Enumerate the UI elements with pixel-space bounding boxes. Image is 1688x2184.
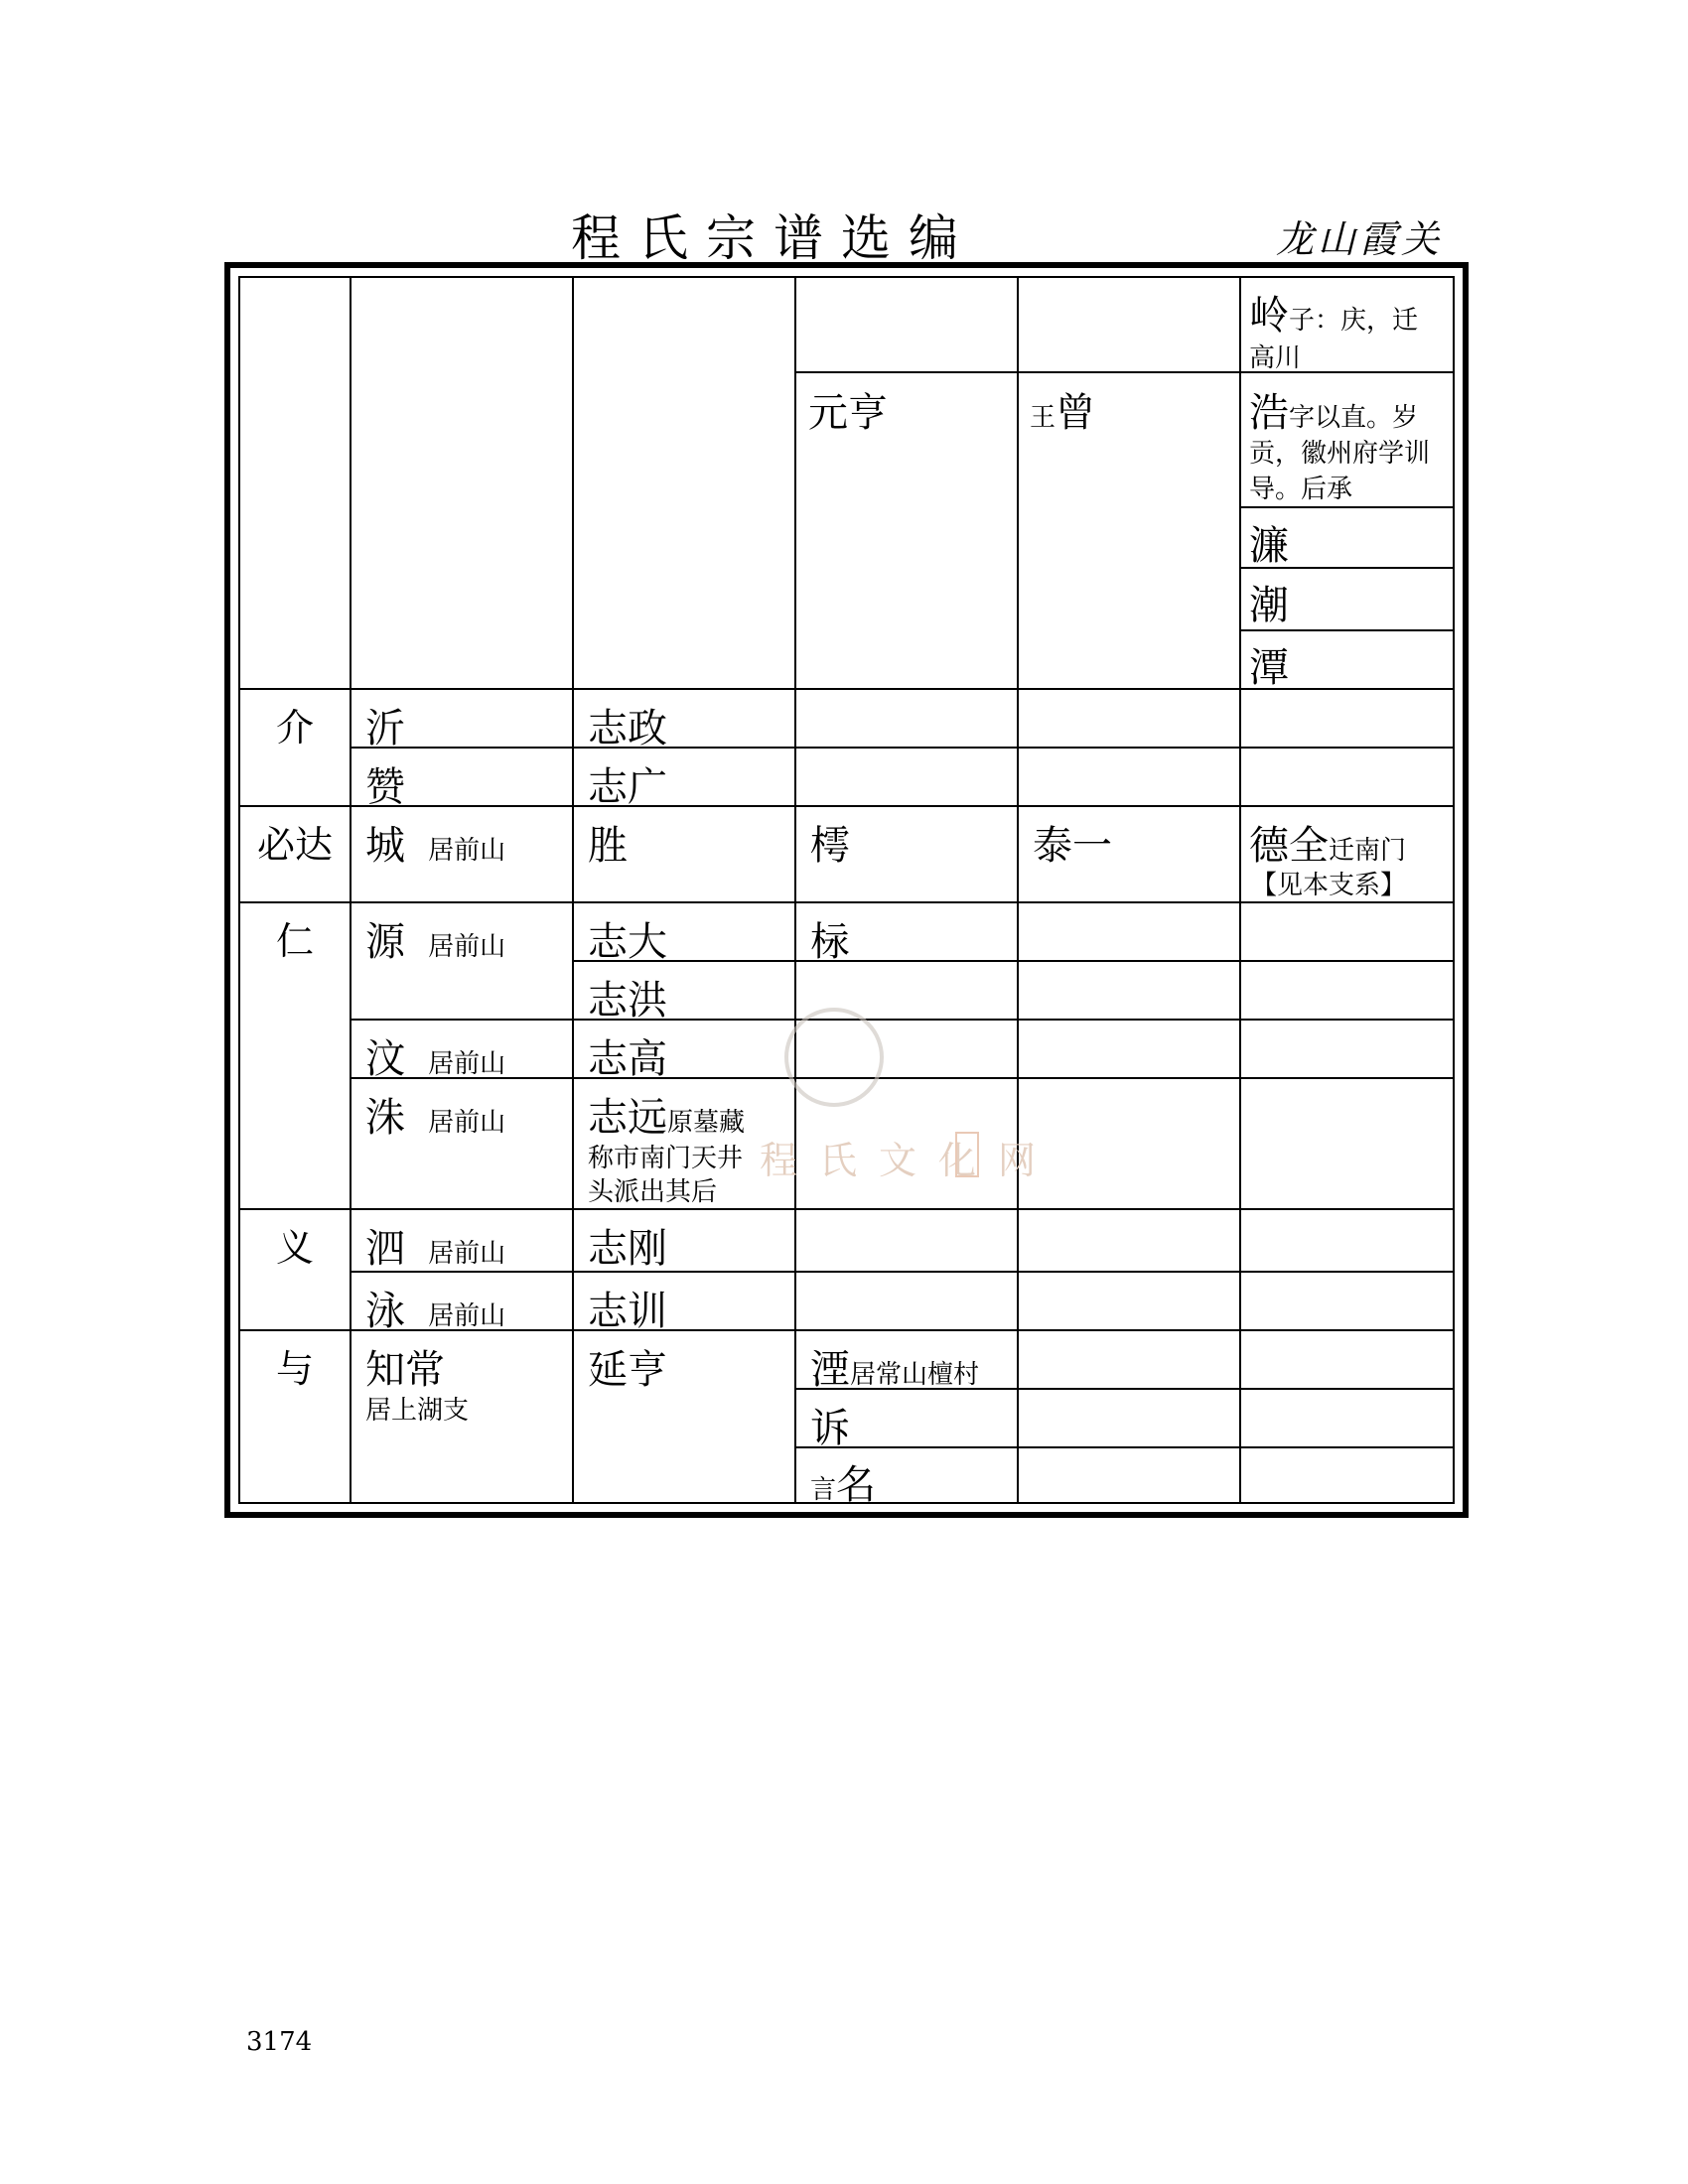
- entry-ling: [1249, 284, 1418, 341]
- dequan-name: 德全: [1249, 823, 1329, 869]
- row-divider: [240, 1208, 1453, 1210]
- hao-note-3: 导。后承: [1249, 475, 1353, 504]
- entry-zhichang: 知常: [365, 1347, 445, 1393]
- genealogy-table: [224, 262, 1469, 1518]
- entry-zhu: [365, 1086, 505, 1143]
- entry-chao: 潮: [1249, 583, 1289, 628]
- row-divider: [350, 1019, 1453, 1021]
- entry-yuan: [365, 910, 505, 967]
- page-title: 程氏宗谱选编: [571, 209, 976, 267]
- entry-zhihong: 志洪: [588, 978, 667, 1024]
- column-divider: [350, 278, 352, 1502]
- wen-note: 居前山: [428, 1049, 506, 1079]
- entry-yun: 柡: [810, 919, 850, 965]
- generation-jie: 介: [275, 706, 314, 750]
- ling-note: 子：庆，迁: [1289, 306, 1419, 336]
- entry-zhixun: 志训: [588, 1289, 667, 1334]
- row-divider: [572, 960, 1453, 962]
- ling-note-2: 高川: [1249, 343, 1302, 373]
- column-divider: [1017, 278, 1019, 1502]
- yong-note: 居前山: [428, 1301, 506, 1331]
- entry-zhiyuan: [588, 1086, 745, 1143]
- entry-zhizheng: 志政: [588, 706, 667, 751]
- hao-note-2: 贡，徽州府学训: [1249, 439, 1431, 469]
- generation-yu: 与: [275, 1347, 314, 1391]
- yin-note: 居常山檀村: [850, 1360, 980, 1390]
- zhiyuan-note: 原墓藏: [667, 1108, 746, 1138]
- ling-name: 岭: [1249, 293, 1289, 339]
- zhiyuan-name: 志远: [588, 1095, 667, 1141]
- entry-lian: 濂: [1249, 523, 1289, 569]
- entry-zan: 赞: [365, 764, 405, 810]
- entry-ming: [810, 1453, 876, 1510]
- zhiyuan-note-2: 称市南门天井: [588, 1144, 744, 1173]
- generation-bida: 必达: [256, 823, 333, 867]
- wen-name: 汶: [365, 1036, 405, 1082]
- column-divider: [1239, 278, 1241, 1502]
- column-divider: [794, 278, 796, 1502]
- row-divider: [240, 805, 1453, 807]
- si-note: 居前山: [428, 1239, 506, 1269]
- ming-name: 名: [836, 1462, 877, 1508]
- dequan-note: 迁南门: [1329, 836, 1407, 866]
- zeng-prefix: 王: [1030, 403, 1056, 433]
- ming-prefix: 言: [810, 1475, 837, 1505]
- page-number: 3174: [246, 2027, 313, 2057]
- entry-cheng: [365, 814, 505, 871]
- entry-taiyi: 泰一: [1033, 823, 1112, 869]
- entry-yin: [810, 1338, 979, 1395]
- yuan-note: 居前山: [428, 932, 506, 962]
- hao-name: 浩: [1249, 390, 1289, 436]
- yin-name: 湮: [810, 1347, 850, 1393]
- row-divider: [350, 1271, 1453, 1273]
- entry-zhigang: 志刚: [588, 1226, 667, 1272]
- zeng-name: 曾: [1055, 390, 1096, 436]
- entry-su: 诉: [810, 1406, 850, 1451]
- entry-yong: [365, 1280, 505, 1336]
- entry-zhiguang: 志广: [588, 764, 667, 810]
- entry-si: [365, 1217, 505, 1274]
- entry-yi-river: 沂: [365, 706, 405, 751]
- hao-note: 字以直。岁: [1289, 403, 1419, 433]
- entry-yanheng: 延亨: [588, 1347, 667, 1393]
- zhiyuan-note-3: 头派出其后: [588, 1177, 718, 1207]
- row-divider: [350, 1077, 1453, 1079]
- row-divider: [1239, 506, 1453, 508]
- generation-ren: 仁: [275, 919, 314, 963]
- zhu-name: 洙: [365, 1095, 405, 1141]
- entry-e: 樗: [810, 823, 850, 869]
- zhichang-note: 居上湖支: [365, 1396, 470, 1426]
- entry-sheng: 胜: [588, 823, 628, 869]
- cheng-note: 居前山: [428, 836, 506, 866]
- row-divider: [240, 901, 1453, 903]
- table-grid: [238, 276, 1455, 1508]
- entry-tan: 潭: [1249, 645, 1289, 691]
- row-divider: [794, 371, 1239, 373]
- entry-dequan: [1249, 814, 1406, 871]
- column-divider: [572, 278, 574, 1502]
- watermark-text: 程氏文化网: [760, 1139, 1058, 1182]
- dequan-note-2: 【见本支系】: [1251, 871, 1407, 900]
- page-subtitle: 龙山霞关: [1276, 217, 1444, 261]
- entry-zeng: [1030, 381, 1095, 438]
- yong-name: 泳: [365, 1289, 405, 1334]
- entry-yuanheng: 元亨: [808, 390, 888, 436]
- entry-hao: [1249, 381, 1418, 438]
- seal-stamp: [784, 1008, 884, 1107]
- si-name: 泗: [365, 1226, 405, 1272]
- row-divider: [350, 747, 1453, 749]
- yuan-name: 源: [365, 919, 405, 965]
- generation-yi: 义: [275, 1226, 314, 1270]
- entry-zhida: 志大: [588, 919, 667, 965]
- zhu-note: 居前山: [428, 1108, 506, 1138]
- entry-wen: [365, 1027, 505, 1084]
- watermark-seal: [955, 1132, 979, 1177]
- row-divider: [794, 1446, 1453, 1448]
- cheng-name: 城: [365, 823, 405, 869]
- entry-zhigao: 志高: [588, 1036, 667, 1082]
